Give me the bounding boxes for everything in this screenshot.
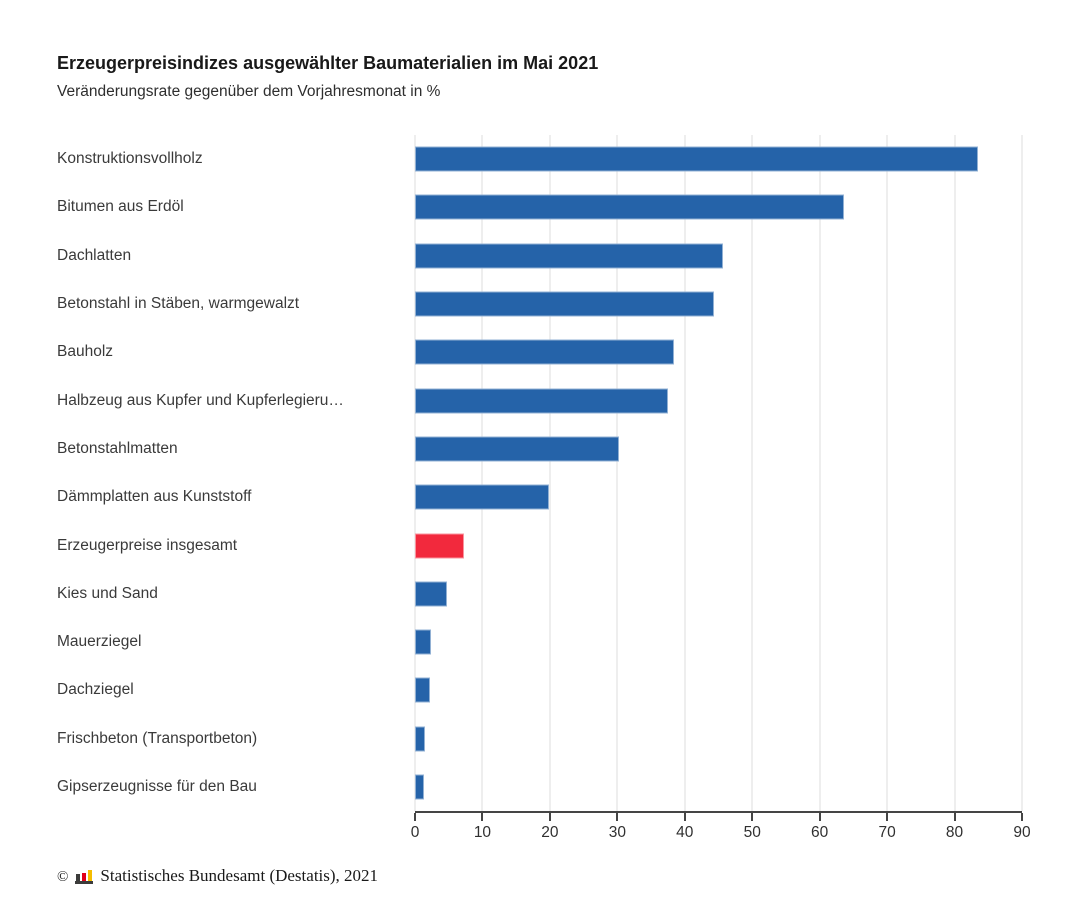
x-axis-tick-label: 70 bbox=[878, 824, 896, 842]
value-bar[interactable] bbox=[415, 292, 714, 317]
bar-track bbox=[415, 328, 1022, 376]
chart-subtitle: Veränderungsrate gegenüber dem Vorjahresmonat in % bbox=[57, 83, 441, 100]
x-axis-tick bbox=[751, 813, 753, 821]
bar-rows bbox=[57, 135, 1022, 811]
x-axis-tick-label: 60 bbox=[811, 824, 829, 842]
x-axis-row bbox=[57, 811, 1031, 849]
bar-track bbox=[415, 232, 1022, 280]
bar-chart bbox=[57, 135, 1031, 849]
bar-row bbox=[57, 570, 1022, 618]
source-text: Statistisches Bundesamt (Destatis), 2021 bbox=[100, 866, 379, 885]
bar-track bbox=[415, 425, 1022, 473]
category-label: Halbzeug aus Kupfer und Kupferlegieru… bbox=[57, 391, 344, 409]
bar-row bbox=[57, 715, 1022, 763]
bar-track bbox=[415, 376, 1022, 424]
x-axis-tick bbox=[684, 813, 686, 821]
bar-row bbox=[57, 376, 1022, 424]
x-axis-tick-label: 50 bbox=[743, 824, 761, 842]
x-axis-tick bbox=[1021, 813, 1023, 821]
bar-row bbox=[57, 666, 1022, 714]
bar-row bbox=[57, 618, 1022, 666]
x-axis-tick-label: 40 bbox=[676, 824, 694, 842]
bar-track bbox=[415, 618, 1022, 666]
bar-row bbox=[57, 135, 1022, 183]
copyright-symbol: © bbox=[57, 868, 69, 885]
category-label: Bauholz bbox=[57, 343, 114, 361]
bar-track bbox=[415, 183, 1022, 231]
bar-track bbox=[415, 473, 1022, 521]
value-bar[interactable] bbox=[415, 243, 723, 268]
x-axis-tick-label: 0 bbox=[410, 824, 420, 842]
value-bar[interactable] bbox=[415, 388, 668, 413]
x-axis-tick bbox=[819, 813, 821, 821]
category-label: Dachziegel bbox=[57, 681, 134, 699]
bar-row bbox=[57, 425, 1022, 473]
value-bar[interactable] bbox=[415, 147, 978, 172]
x-axis-tick bbox=[481, 813, 483, 821]
page-title: Erzeugerpreisindizes ausgewählter Baumaterialien im Mai 2021 bbox=[57, 53, 599, 73]
value-bar[interactable] bbox=[415, 678, 430, 703]
category-label: Dämmplatten aus Kunststoff bbox=[57, 488, 252, 506]
value-bar[interactable] bbox=[415, 195, 844, 220]
bar-track bbox=[415, 135, 1022, 183]
value-bar[interactable] bbox=[415, 436, 619, 461]
value-bar-highlight[interactable] bbox=[415, 533, 464, 558]
bar-track bbox=[415, 280, 1022, 328]
x-axis bbox=[410, 811, 1031, 849]
bar-row bbox=[57, 521, 1022, 569]
bar-row bbox=[57, 328, 1022, 376]
category-label: Konstruktionsvollholz bbox=[57, 150, 203, 168]
category-label: Dachlatten bbox=[57, 246, 132, 264]
value-bar[interactable] bbox=[415, 340, 674, 365]
bar-row bbox=[57, 183, 1022, 231]
bar-track bbox=[415, 570, 1022, 618]
x-axis-tick-label: 30 bbox=[608, 824, 626, 842]
x-axis-tick bbox=[414, 813, 416, 821]
value-bar[interactable] bbox=[415, 726, 425, 751]
x-axis-tick bbox=[954, 813, 956, 821]
x-axis-tick-label: 90 bbox=[1013, 824, 1031, 842]
category-label: Gipserzeugnisse für den Bau bbox=[57, 778, 257, 795]
bar-row bbox=[57, 280, 1022, 328]
category-label: Betonstahlmatten bbox=[57, 439, 178, 457]
bar-row bbox=[57, 232, 1022, 280]
x-axis-tick-label: 20 bbox=[541, 824, 559, 842]
x-axis-tick bbox=[616, 813, 618, 821]
source-attribution bbox=[57, 866, 378, 886]
bar-track bbox=[415, 715, 1022, 763]
value-bar[interactable] bbox=[415, 630, 431, 655]
category-label: Kies und Sand bbox=[57, 584, 158, 602]
bar-track bbox=[415, 521, 1022, 569]
value-bar[interactable] bbox=[415, 485, 549, 510]
value-bar[interactable] bbox=[415, 581, 447, 606]
bar-row bbox=[57, 763, 1022, 811]
value-bar[interactable] bbox=[415, 775, 424, 800]
bar-track bbox=[415, 666, 1022, 714]
plot-area bbox=[57, 135, 1022, 811]
bar-row bbox=[57, 473, 1022, 521]
destatis-logo-icon bbox=[75, 869, 93, 884]
category-label: Betonstahl in Stäben, warmgewalzt bbox=[57, 295, 300, 313]
axis-spacer bbox=[57, 811, 415, 849]
x-axis-tick-label: 10 bbox=[473, 824, 492, 842]
category-label: Mauerziegel bbox=[57, 633, 142, 651]
x-axis-tick bbox=[886, 813, 888, 821]
category-label: Frischbeton (Transportbeton) bbox=[57, 729, 258, 747]
category-label: Erzeugerpreise insgesamt bbox=[57, 536, 238, 554]
x-axis-tick-label: 80 bbox=[945, 824, 964, 842]
x-axis-tick bbox=[549, 813, 551, 821]
category-label: Bitumen aus Erdöl bbox=[57, 198, 184, 216]
bar-track bbox=[415, 763, 1022, 811]
